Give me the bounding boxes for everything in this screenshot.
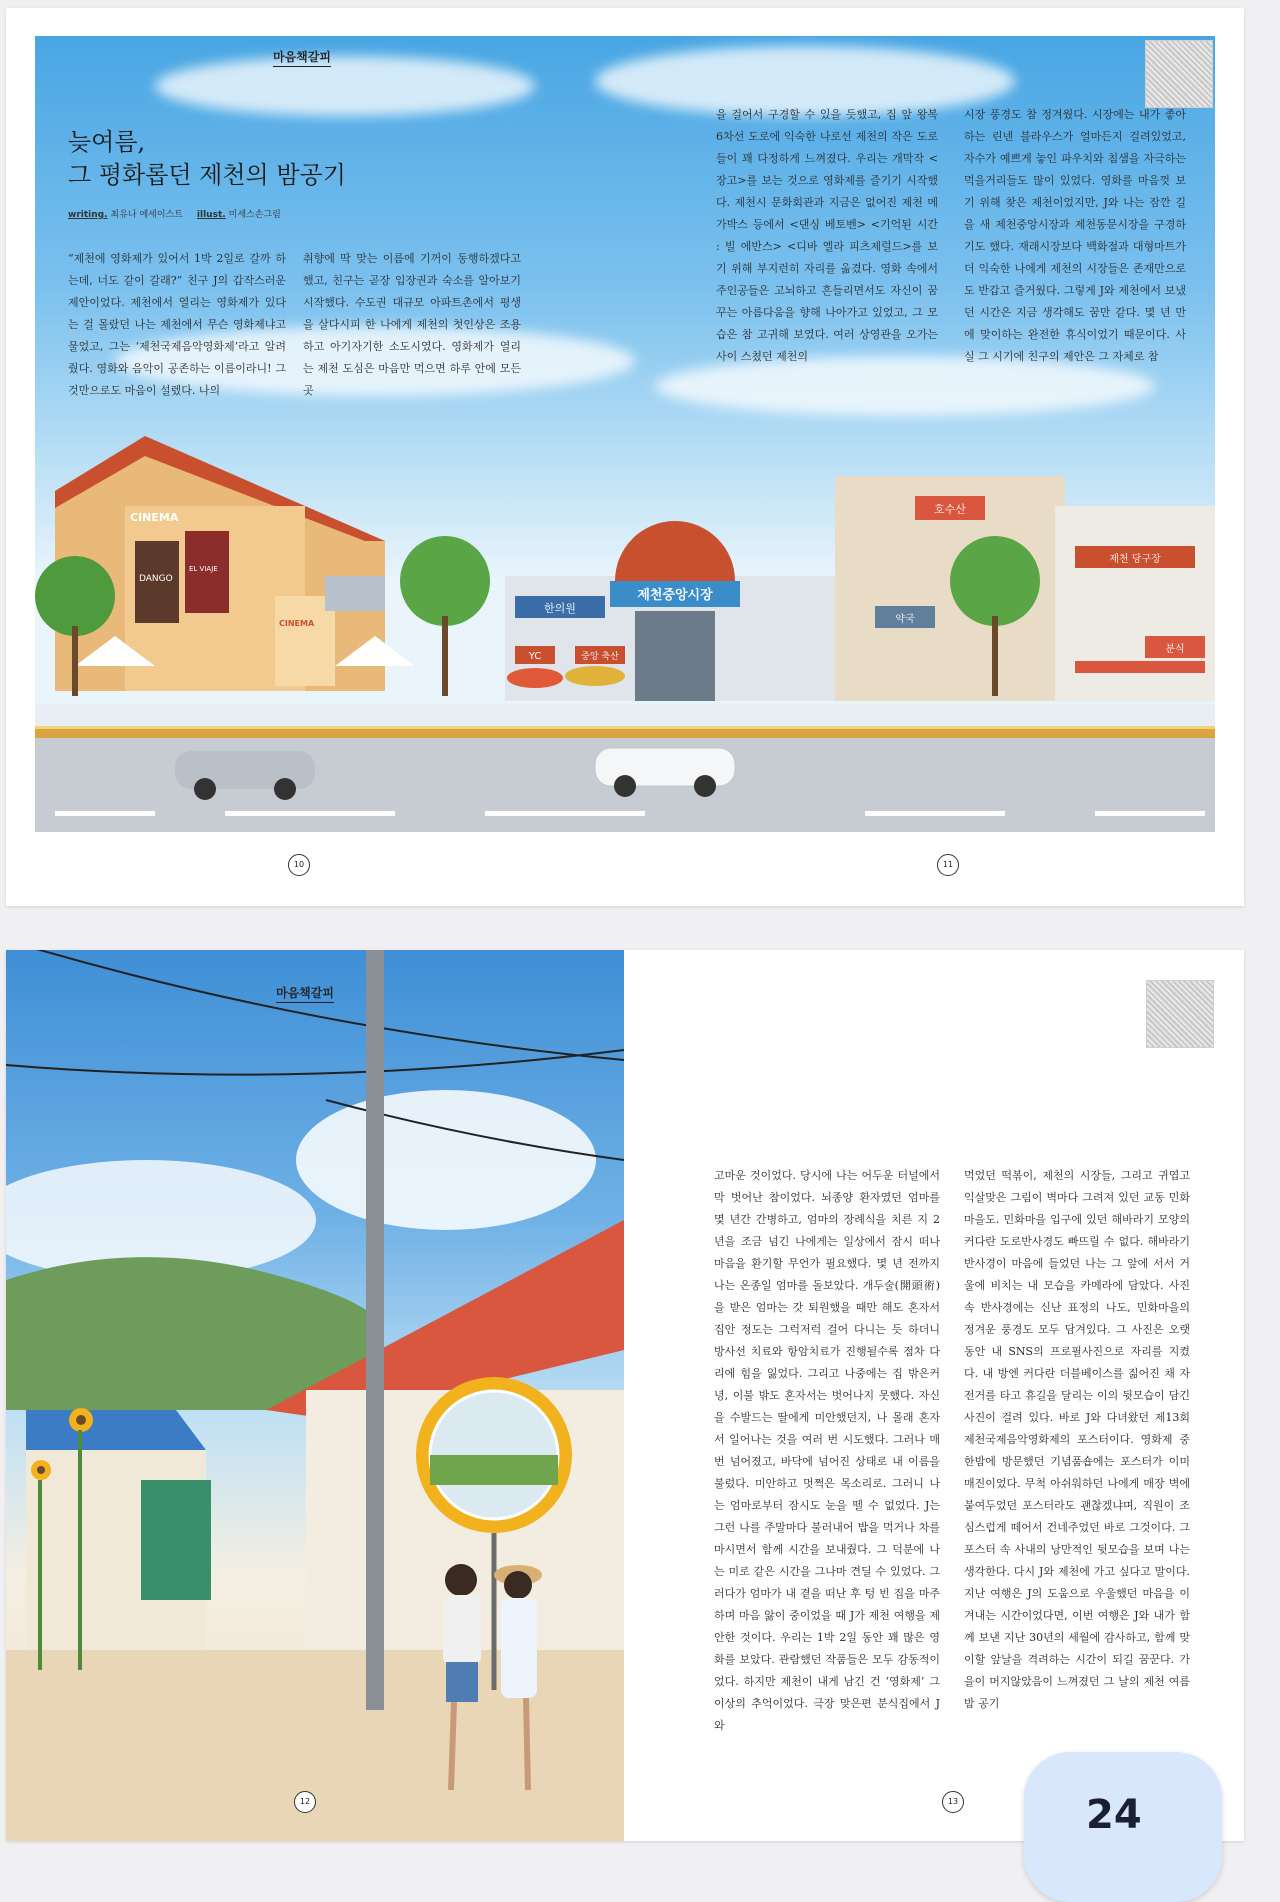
svg-text:CINEMA: CINEMA [279, 619, 315, 628]
sunflower-mirror-illustration [6, 950, 624, 1841]
body-column-4: 시장 풍경도 참 정겨웠다. 시장에는 내가 좋아하는 린넨 블라우스가 얼마든지 걸려있었고, 자수가 예쁘게 놓인 파우치와 침샘을 자극하는 먹을거리들도 많이 있었다. 영화를 마음껏 보기 위해 찾은 제천이었지만, J와 나는 잠깐 길을 새 제천중앙시장과 제천동문시장을 구경하기도 했다. 재래시장보다 백화점과 대형마트가 더 익숙한 나에게 제천의 시장들은 존재만으로도 반갑고 즐거웠다. 그렇게 J와 제천에서 보냈던 시간은 지금 생각해도 꿈만 같다. 몇 년 만에 맞이하는 완전한 휴식이었기 때문이다. 사실 그 시기에 친구의 제안은 그 자체로 참 [964, 108, 1186, 363]
fab-label: 24 [1086, 1792, 1142, 1838]
svg-text:YC: YC [528, 651, 542, 662]
alley-scene-svg [6, 950, 624, 1841]
body-column-2: 취향에 딱 맞는 이름에 기꺼이 동행하겠다고 했고, 친구는 곧장 입장권과 숙소를 알아보기 시작했다. 수도권 대규모 아파트촌에서 평생을 살다시피 한 나에게 제천의 첫인상은 조용하고 아기자기한 소도시였다. 영화제가 열리는 제천 도심은 마음만 먹으면 하루 안에 모든 곳 [303, 252, 521, 397]
page-number-left: 10 [288, 854, 310, 876]
street-illustration [35, 36, 1215, 832]
qr-code [1145, 40, 1213, 108]
svg-text:중앙 축산: 중앙 축산 [581, 652, 619, 662]
page-number-left: 12 [294, 1791, 316, 1813]
writing-label: writing. [68, 210, 108, 220]
svg-text:제천중앙시장: 제천중앙시장 [637, 588, 713, 603]
writer-name: 최유나 에세이스트 [110, 210, 183, 220]
floating-action-button[interactable] [1024, 1752, 1222, 1902]
illustrator-name: 미세스손그림 [228, 210, 281, 220]
qr-code [1146, 980, 1214, 1048]
section-tag: 마음책갈피 [276, 984, 334, 1003]
svg-text:DANGO: DANGO [139, 574, 173, 584]
svg-text:호수산: 호수산 [934, 503, 966, 516]
svg-text:한의원: 한의원 [544, 602, 576, 615]
svg-text:CINEMA: CINEMA [130, 511, 179, 524]
title-line-2: 그 평화롭던 제천의 밤공기 [68, 161, 346, 189]
illust-label: illust. [196, 210, 226, 220]
article-credits [68, 207, 281, 220]
magazine-spread-top [6, 8, 1244, 906]
svg-text:분식: 분식 [1165, 644, 1185, 655]
title-line-1: 늦여름, [68, 128, 146, 156]
svg-text:약국: 약국 [895, 614, 915, 625]
page-number-right: 11 [937, 854, 959, 876]
article-title [68, 126, 346, 192]
body-column-1: “제천에 영화제가 있어서 1박 2일로 갈까 하는데, 너도 같이 갈래?” 친구 J의 갑작스러운 제안이었다. 제천에서 열리는 영화제가 있다는 걸 몰랐던 나는 제천에서 무슨 영화제냐고 물었고, 그는 ‘제천국제음악영화제’라고 알려줬다. 영화와 음악이 공존하는 이름이라니! 그것만으로도 마음이 설렜다. 나의 [68, 252, 286, 397]
svg-text:제천 당구장: 제천 당구장 [1109, 554, 1161, 565]
svg-text:EL VIAJE: EL VIAJE [189, 565, 218, 573]
body-column-2: 먹었던 떡볶이, 제천의 시장들, 그리고 귀엽고 익살맞은 그림이 벽마다 그려져 있던 교동 민화마을도. 민화마을 입구에 있던 해바라기 모양의 커다란 도로반사경도 빠뜨릴 수 없다. 해바라기 반사경이 마음에 들었던 나는 그 앞에 서서 거울에 비치는 내 모습을 카메라에 담았다. 사진 속 반사경에는 신난 표정의 나도, 민화마을의 정겨운 풍경도 모두 담겨있다. 그 사진은 오랫동안 내 SNS의 프로필사진으로 자리를 지켰다. 내 방엔 커다란 더블베이스를 짊어진 채 자전거를 타고 휴길을 달리는 이의 뒷모습이 담긴 사진이 걸려 있다. 바로 J와 다녀왔던 제13회 제천국제음악영화제의 포스터이다. 영화제 중 한밤에 방문했던 기념품숍에는 포스터가 이미 매진이었다. 무척 아쉬워하던 나에게 매장 벽에 붙여두었던 포스터라도 괜찮겠냐며, 직원이 조심스럽게 떼어서 건네주었던 바로 그것이다. 그 포스터 속 사내의 낭만적인 뒷모습을 보며 나는 생각한다. 다시 J와 제천에 가고 싶다고 말이다. 지난 여행은 J의 도움으로 우울했던 마음을 이겨내는 시간이었다면, 이번 여행은 J와 내가 함께 보낸 지난 30년의 세월에 감사하고, 함께 맞이할 앞날을 격려하는 시간이 되길 꿈꾼다. 가을이 머지않았음이 느껴졌던 그 날의 제천 여름밤 공기 [964, 1169, 1190, 1710]
magazine-spread-bottom [6, 950, 1244, 1841]
body-column-3: 을 걸어서 구경할 수 있을 듯했고, 집 앞 왕복 6차선 도로에 익숙한 나로선 제천의 작은 도로들이 꽤 다정하게 느껴졌다. 우리는 개막작 <장고>를 보는 것으로 영화제를 즐기기 시작했다. 제천시 문화회관과 지금은 없어진 제천 메가박스 등에서 <댄싱 베토벤> <기억된 시간 : 빌 에반스> <디바 엘라 피츠제럴드>를 보기 위해 부지런히 자리를 옮겼다. 영화 속에서 주인공들은 고뇌하고 흔들리면서도 자신이 꿈꾸는 아름다움을 향해 나아가고 있었고, 그 모습은 참 고귀해 보였다. 여러 상영관을 오가는 사이 스쳤던 제천의 [716, 108, 938, 363]
body-column-1: 고마운 것이었다. 당시에 나는 어두운 터널에서 막 벗어난 참이었다. 뇌종양 환자였던 엄마를 몇 년간 간병하고, 엄마의 장례식을 치른 지 2년을 조금 넘긴 나에게는 일상에서 잠시 떠나 마음을 환기할 무언가 필요했다. 몇 년 전까지 나는 온종일 엄마를 돌보았다. 개두술(開頭術)을 받은 엄마는 갓 퇴원했을 때만 해도 혼자서 집안 정도는 그럭저럭 걸어 다니는 듯 하더니 방사선 치료와 항암치료가 진행될수록 점차 다리에 힘을 잃었다. 그리고 나중에는 집 밖은커녕, 이불 밖도 혼자서는 벗어나지 못했다. 자신을 수발드는 딸에게 미안했던지, 나 몰래 혼자서 일어나는 것을 여러 번 시도했다. 그러나 매번 넘어졌고, 바닥에 넘어진 상태로 내 이름을 불렀다. 미안하고 멋쩍은 목소리로. 그러니 나는 엄마로부터 잠시도 눈을 뗄 수 없었다. J는 그런 나를 주말마다 불러내어 밥을 먹거나 차를 마시면서 함께 시간을 보내줬다. 그 덕분에 나는 미로 같은 시간을 그나마 견딜 수 있었다. 그러다가 엄마가 내 곁을 떠난 후 텅 빈 집을 마주하며 마음 앓이 중이었을 때 J가 제천 여행을 제안한 것이다. 우리는 1박 2일 동안 꽤 많은 영화를 보았다. 관람했던 작품들은 모두 감동적이었다. 하지만 제천이 내게 남긴 건 ‘영화제’ 그 이상의 추억이었다. 극장 맞은편 분식집에서 J와 [714, 1169, 940, 1732]
page-number-right: 13 [942, 1791, 964, 1813]
cinema-building [55, 436, 415, 691]
section-tag: 마음책갈피 [273, 48, 331, 67]
